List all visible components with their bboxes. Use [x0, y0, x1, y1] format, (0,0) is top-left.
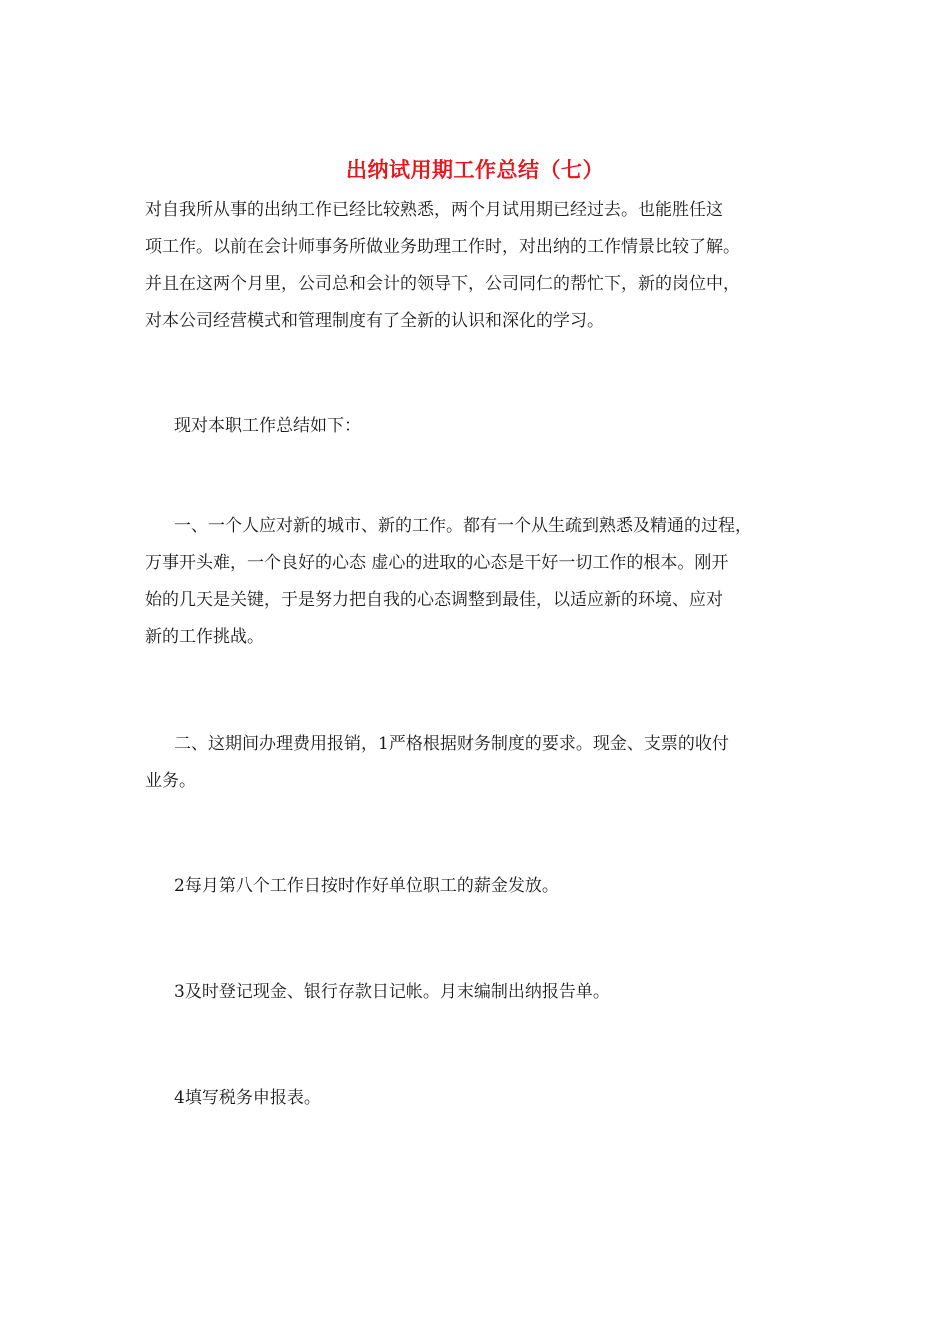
section-1-line-4: 新的工作挑战。	[145, 627, 264, 647]
intro-line-3: 并且在这两个月里，公司总和会计的领导下，公司同仁的帮忙下，新的岗位中，	[145, 274, 740, 294]
intro-line-4: 对本公司经营模式和管理制度有了全新的认识和深化的学习。	[145, 311, 604, 331]
summary-intro-line: 现对本职工作总结如下：	[174, 416, 361, 436]
section-1-line-2: 万事开头难，一个良好的心态 虚心的进取的心态是干好一切工作的根本。刚开	[145, 553, 729, 573]
section-2-paragraph	[145, 726, 813, 800]
intro-line-2: 项工作。以前在会计师事务所做业务助理工作时，对出纳的工作情景比较了解。	[145, 237, 740, 257]
item-4-line: 4填写税务申报表。	[174, 1088, 321, 1108]
section-2-line-2: 业务。	[145, 771, 196, 791]
summary-intro-paragraph	[145, 408, 813, 445]
section-1-paragraph	[145, 508, 813, 656]
item-2-paragraph	[145, 868, 813, 905]
section-1-line-3: 始的几天是关键，于是努力把自我的心态调整到最佳，以适应新的环境、应对	[145, 590, 723, 610]
item-3-line: 3及时登记现金、银行存款日记帐。月末编制出纳报告单。	[174, 982, 610, 1002]
section-2-line-1: 二、这期间办理费用报销，1严格根据财务制度的要求。现金、支票的收付	[174, 734, 729, 754]
section-1-line-1: 一、一个人应对新的城市、新的工作。都有一个从生疏到熟悉及精通的过程，	[174, 516, 752, 536]
item-4-paragraph	[145, 1080, 813, 1117]
intro-paragraph	[145, 192, 813, 340]
item-2-line: 2每月第八个工作日按时作好单位职工的薪金发放。	[174, 876, 559, 896]
item-3-paragraph	[145, 974, 813, 1011]
intro-line-1: 对自我所从事的出纳工作已经比较熟悉，两个月试用期已经过去。也能胜任这	[145, 200, 723, 220]
document-title: 出纳试用期工作总结（七）	[346, 157, 604, 182]
